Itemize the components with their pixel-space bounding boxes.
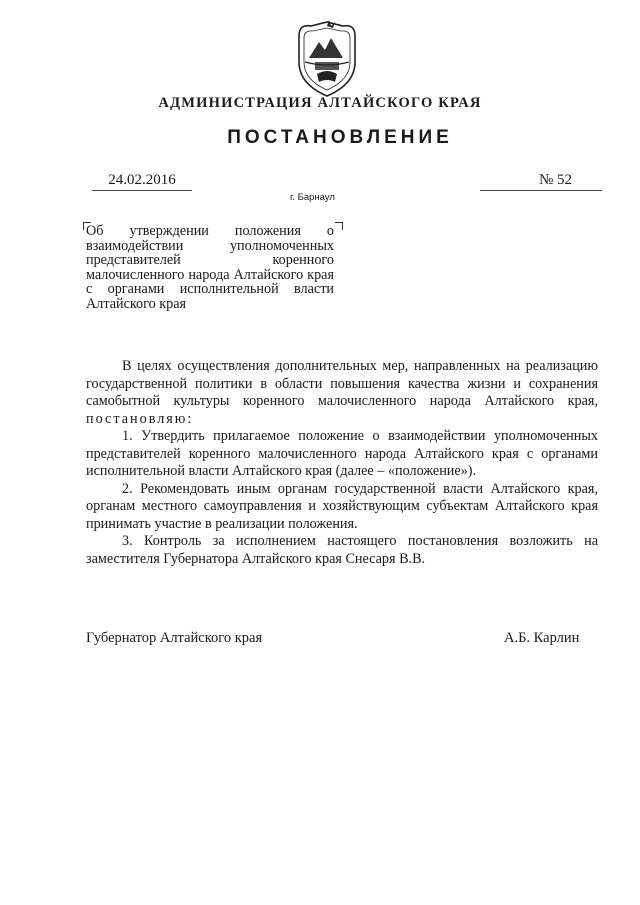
intro-text: В целях осуществления дополнительных мер, направленных на реализацию государственной политики в области повышения качества жизни и сохранения самобытной культуры коренного малочисленного народа Алтайского края,	[86, 358, 598, 409]
document-type: ПОСТАНОВЛЕНИЕ	[227, 127, 453, 148]
signatory-position: Губернатор Алтайского края	[86, 630, 263, 646]
document-number: № 52	[538, 172, 573, 188]
document-subject: Об утверждении положения о взаимодействии уполномоченных представителей коренного малочисленного народа Алтайского края с органами исполнительной власти Алтайского края	[86, 223, 334, 312]
item-paragraph: 1. Утвердить прилагаемое положение о взаимодействии уполномоченных представителей коренного малочисленного народа Алтайского края с органами исполнительной власти Алтайского края (далее – «положение»).	[86, 428, 598, 479]
subject-bracket-right	[335, 222, 343, 230]
document-date: 24.02.2016	[108, 172, 176, 188]
document-body	[86, 358, 598, 568]
resolve-word: постановляю:	[86, 410, 194, 427]
coat-of-arms-icon	[291, 18, 363, 100]
number-underline	[480, 190, 602, 191]
organization-name: АДМИНИСТРАЦИЯ АЛТАЙСКОГО КРАЯ	[158, 95, 482, 111]
item-paragraph: 2. Рекомендовать иным органам государственной власти Алтайского края, органам местного самоуправления и хозяйствующим субъектам Алтайского края принимать участие в реализации положения.	[86, 480, 598, 532]
signatory-name: А.Б. Карлин	[504, 630, 580, 646]
date-underline	[92, 190, 192, 191]
item-paragraph: 3. Контроль за исполнением настоящего постановления возложить на заместителя Губернатора Алтайского края Снесаря В.В.	[86, 533, 598, 567]
city-name: г. Барнаул	[290, 192, 335, 203]
intro-paragraph	[86, 358, 598, 428]
